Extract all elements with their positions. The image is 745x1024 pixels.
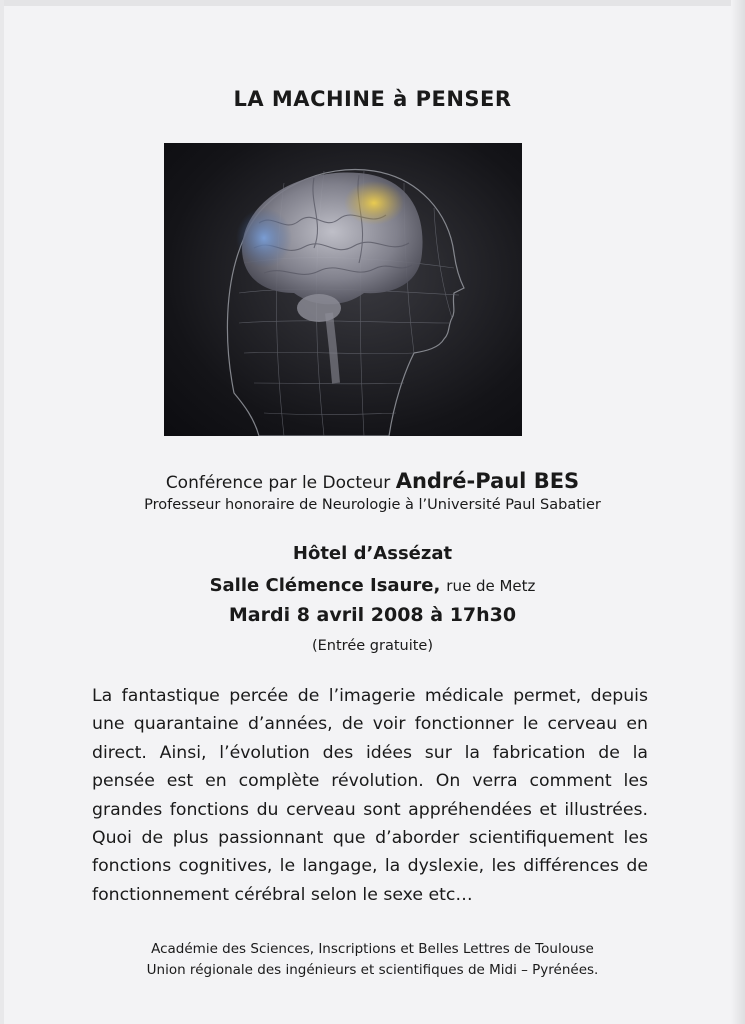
speaker-name: André-Paul BES [395,469,580,493]
organizer-academie: Académie des Sciences, Inscriptions et Belles Lettres de Toulouse [151,941,594,957]
poster-title: LA MACHINE à PENSER [233,87,512,111]
room-line [0,575,745,596]
venue-name: Hôtel d’Assézat [292,543,453,564]
brain-head-illustration [164,143,522,436]
admission-note: (Entrée gratuite) [311,638,433,654]
event-date: Mardi 8 avril 2008 à 17h30 [228,604,517,626]
street-name: rue de Metz [446,577,536,595]
event-description: La fantastique percée de l’imagerie médicale permet, depuis une quarantaine d’années, de voir fonctionner le cerveau en direct. Ainsi, l’évolution des idées sur la fabrication de la pensée est en complète révolution. On verra comment les grandes fonctions du cerveau sont appréhendées et illustrées. Quoi de plus passionnant que d’aborder scientifiquement les fonctions cognitives, le langage, la dyslexie, les différences de fonctionnement cérébral selon le sexe etc… [92,686,648,905]
organizer-union: Union régionale des ingénieurs et scientifiques de Midi – Pyrénées. [146,962,599,978]
room-name: Salle Clémence Isaure, [209,575,441,596]
speaker-role: Professeur honoraire de Neurologie à l’Université Paul Sabatier [144,497,601,513]
conference-prefix: Conférence par le Docteur [165,473,391,493]
conference-line [0,469,745,493]
scan-edge-top [0,0,745,6]
